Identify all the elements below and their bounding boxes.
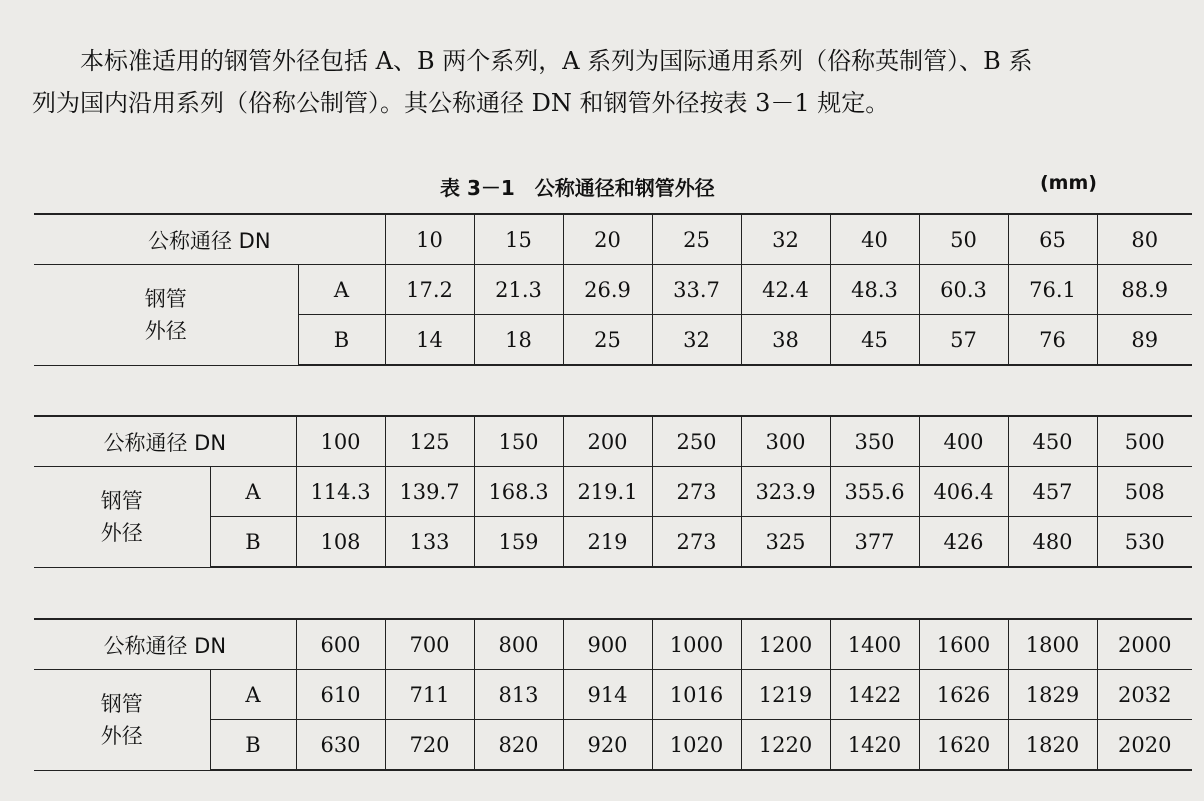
series-b-cell: 480 [1008, 517, 1097, 568]
series-b-cell: 1620 [919, 720, 1008, 771]
series-a-cell: 21.3 [474, 265, 563, 315]
table-title: 表 3－1 公称通径和钢管外径 [440, 176, 715, 200]
table-row [34, 670, 1192, 720]
series-b-cell: 1020 [652, 720, 741, 771]
intro-line-2: 列为国内沿用系列（俗称公制管）。其公称通径 DN 和钢管外径按表 3－1 规定。 [32, 89, 890, 117]
table-row [34, 619, 1192, 670]
series-a-cell: 406.4 [919, 467, 1008, 517]
series-a-cell: 88.9 [1097, 265, 1192, 315]
dn-cell: 1600 [919, 619, 1008, 670]
table-row [34, 416, 1192, 467]
series-a-cell: 1422 [830, 670, 919, 720]
intro-line-1: 本标准适用的钢管外径包括 A、B 两个系列，A 系列为国际通用系列（俗称英制管）、B 系 [80, 47, 1033, 75]
series-a-cell: 139.7 [385, 467, 474, 517]
dn-cell: 150 [474, 416, 563, 467]
dn-cell: 1400 [830, 619, 919, 670]
series-a-cell: 76.1 [1008, 265, 1097, 315]
series-a-label: A [210, 670, 296, 720]
dn-cell: 700 [385, 619, 474, 670]
dn-cell: 1000 [652, 619, 741, 670]
series-b-cell: 273 [652, 517, 741, 568]
dn-cell: 350 [830, 416, 919, 467]
series-b-cell: 720 [385, 720, 474, 771]
series-b-cell: 1820 [1008, 720, 1097, 771]
series-a-cell: 1016 [652, 670, 741, 720]
series-b-cell: 32 [652, 315, 741, 366]
series-b-cell: 1420 [830, 720, 919, 771]
series-a-cell: 813 [474, 670, 563, 720]
series-a-cell: 168.3 [474, 467, 563, 517]
dn-cell: 900 [563, 619, 652, 670]
series-b-label: B [210, 720, 296, 771]
dn-label: 公称通径 DN [34, 619, 296, 670]
table-row [34, 214, 1192, 265]
series-b-cell: 108 [296, 517, 385, 568]
series-a-cell: 2032 [1097, 670, 1192, 720]
dn-cell: 300 [741, 416, 830, 467]
series-a-label: A [298, 265, 385, 315]
series-b-cell: 89 [1097, 315, 1192, 366]
series-b-cell: 57 [919, 315, 1008, 366]
series-b-cell: 2020 [1097, 720, 1192, 771]
od-label-line2: 外径 [144, 318, 187, 343]
series-a-cell: 219.1 [563, 467, 652, 517]
od-label [34, 467, 210, 568]
dn-cell: 20 [563, 214, 652, 265]
series-a-cell: 48.3 [830, 265, 919, 315]
series-b-cell: 530 [1097, 517, 1192, 568]
dn-cell: 450 [1008, 416, 1097, 467]
series-a-cell: 610 [296, 670, 385, 720]
series-a-cell: 273 [652, 467, 741, 517]
series-b-cell: 920 [563, 720, 652, 771]
dn-label: 公称通径 DN [34, 416, 296, 467]
series-b-label: B [210, 517, 296, 568]
series-b-cell: 14 [385, 315, 474, 366]
series-a-cell: 711 [385, 670, 474, 720]
dn-cell: 250 [652, 416, 741, 467]
series-a-cell: 114.3 [296, 467, 385, 517]
dn-cell: 400 [919, 416, 1008, 467]
series-a-cell: 508 [1097, 467, 1192, 517]
series-a-cell: 42.4 [741, 265, 830, 315]
series-a-label: A [210, 467, 296, 517]
series-a-cell: 33.7 [652, 265, 741, 315]
od-label-line1: 钢管 [100, 691, 143, 716]
dn-cell: 2000 [1097, 619, 1192, 670]
dn-cell: 40 [830, 214, 919, 265]
od-label-line1: 钢管 [100, 488, 143, 513]
od-label-line2: 外径 [100, 520, 143, 545]
dn-cell: 50 [919, 214, 1008, 265]
series-b-cell: 426 [919, 517, 1008, 568]
series-b-cell: 25 [563, 315, 652, 366]
dn-cell: 1800 [1008, 619, 1097, 670]
dn-cell: 1200 [741, 619, 830, 670]
series-a-cell: 1219 [741, 670, 830, 720]
pipe-table-3 [34, 618, 1192, 771]
series-a-cell: 17.2 [385, 265, 474, 315]
dn-cell: 600 [296, 619, 385, 670]
series-b-cell: 159 [474, 517, 563, 568]
series-b-cell: 219 [563, 517, 652, 568]
od-label [34, 670, 210, 771]
series-a-cell: 60.3 [919, 265, 1008, 315]
od-label-line1: 钢管 [144, 286, 187, 311]
series-b-cell: 377 [830, 517, 919, 568]
dn-cell: 500 [1097, 416, 1192, 467]
dn-cell: 32 [741, 214, 830, 265]
series-b-label: B [298, 315, 385, 366]
intro-paragraph [32, 40, 1192, 124]
series-b-cell: 45 [830, 315, 919, 366]
dn-cell: 15 [474, 214, 563, 265]
table-row [34, 265, 1192, 315]
series-a-cell: 323.9 [741, 467, 830, 517]
pipe-table-1 [34, 213, 1192, 366]
series-b-cell: 18 [474, 315, 563, 366]
series-a-cell: 914 [563, 670, 652, 720]
series-b-cell: 630 [296, 720, 385, 771]
dn-cell: 125 [385, 416, 474, 467]
series-b-cell: 133 [385, 517, 474, 568]
dn-cell: 100 [296, 416, 385, 467]
series-a-cell: 26.9 [563, 265, 652, 315]
series-b-cell: 820 [474, 720, 563, 771]
series-b-cell: 1220 [741, 720, 830, 771]
series-a-cell: 457 [1008, 467, 1097, 517]
series-b-cell: 325 [741, 517, 830, 568]
dn-cell: 200 [563, 416, 652, 467]
series-b-cell: 76 [1008, 315, 1097, 366]
series-b-cell: 38 [741, 315, 830, 366]
dn-cell: 65 [1008, 214, 1097, 265]
table-row [34, 467, 1192, 517]
dn-label: 公称通径 DN [34, 214, 385, 265]
dn-cell: 80 [1097, 214, 1192, 265]
series-a-cell: 1626 [919, 670, 1008, 720]
od-label-line2: 外径 [100, 723, 143, 748]
table-unit: (mm) [1040, 172, 1097, 194]
od-label [34, 265, 298, 366]
dn-cell: 10 [385, 214, 474, 265]
series-a-cell: 355.6 [830, 467, 919, 517]
table-caption [0, 172, 1204, 202]
dn-cell: 25 [652, 214, 741, 265]
dn-cell: 800 [474, 619, 563, 670]
series-a-cell: 1829 [1008, 670, 1097, 720]
pipe-table-2 [34, 415, 1192, 568]
